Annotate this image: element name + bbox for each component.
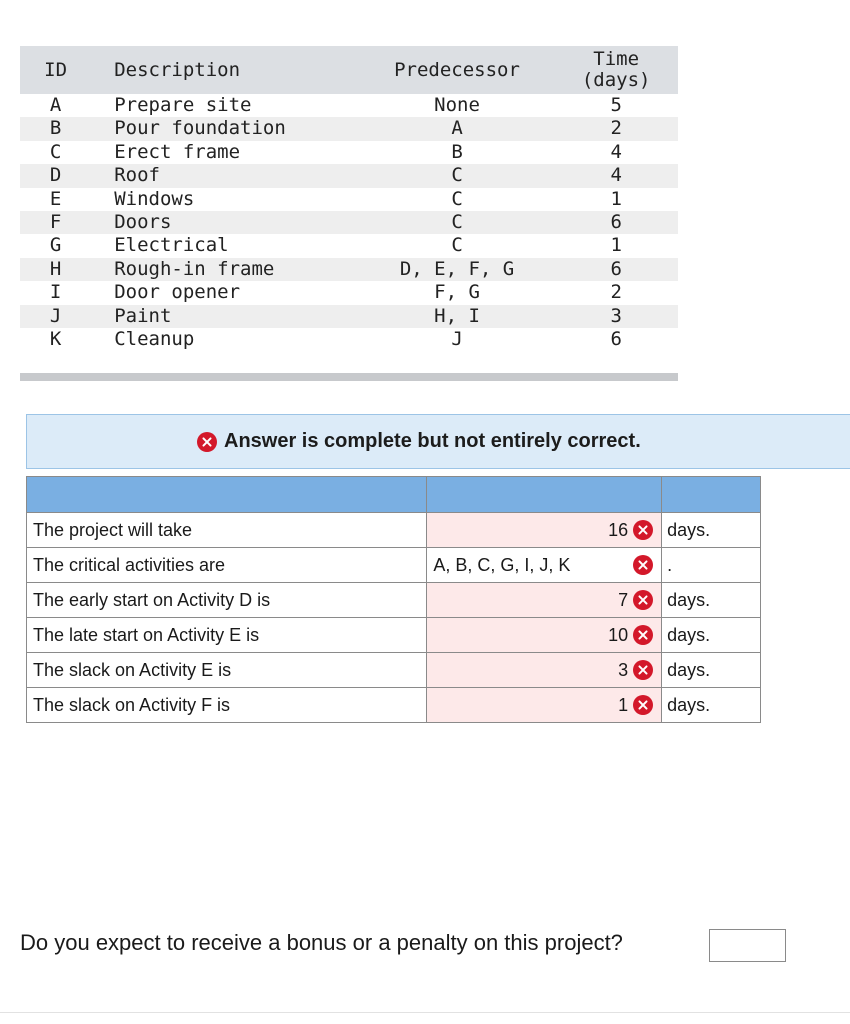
answer-value[interactable]: 16: [608, 519, 629, 540]
result-banner-content: [197, 430, 641, 453]
x-circle-icon: [197, 432, 217, 452]
answer-unit: days.: [662, 618, 761, 653]
answer-unit: days.: [662, 688, 761, 723]
header-time-line2: (days): [581, 69, 651, 91]
answer-unit: days.: [662, 513, 761, 548]
bottom-divider: [0, 1012, 850, 1013]
table-row: [20, 281, 678, 304]
activity-table-header: [20, 46, 678, 94]
table-footer-spacer: [20, 351, 678, 373]
activity-id: K: [49, 328, 62, 351]
activity-time: 3: [554, 305, 678, 328]
activity-description: Doors: [91, 211, 360, 234]
table-row: [20, 141, 678, 164]
incorrect-icon: [633, 695, 653, 715]
activity-description: Prepare site: [114, 94, 252, 116]
answer-question: The late start on Activity E is: [27, 618, 427, 653]
result-banner-text: Answer is complete but not entirely correct.: [224, 430, 641, 452]
activity-predecessor: C: [451, 187, 463, 210]
answer-value[interactable]: 3: [618, 659, 629, 680]
table-row: [20, 94, 678, 117]
table-row: [20, 164, 678, 187]
table-row: [20, 305, 678, 328]
answer-unit: .: [662, 548, 761, 583]
activity-description: Electrical: [114, 234, 229, 257]
activity-predecessor: A: [360, 117, 555, 140]
answer-input-cell[interactable]: [427, 618, 662, 653]
activity-description: Cleanup: [114, 328, 195, 351]
activity-description: Rough-in frame: [91, 258, 360, 281]
table-row: [20, 328, 678, 351]
result-banner: [26, 414, 850, 469]
table-row: [20, 234, 678, 257]
activity-table: [20, 46, 678, 381]
activity-time: 4: [554, 164, 678, 187]
answer-row: [27, 513, 761, 548]
activity-time: 5: [610, 94, 622, 116]
activity-time: 4: [610, 140, 622, 163]
answer-header-question: [27, 477, 427, 513]
answer-row: [27, 583, 761, 618]
header-time: [554, 46, 678, 94]
answer-value[interactable]: 10: [608, 624, 629, 645]
answer-unit: days.: [662, 583, 761, 618]
activity-predecessor: F, G: [434, 281, 480, 304]
answer-table-header: [27, 477, 761, 513]
activity-id: A: [49, 94, 62, 116]
activity-predecessor: D, E, F, G: [360, 258, 555, 281]
activity-id: C: [49, 140, 62, 163]
activity-time: 2: [554, 117, 678, 140]
answer-header-answer: [427, 477, 662, 513]
header-predecessor: Predecessor: [360, 46, 555, 94]
header-description: Description: [91, 46, 360, 94]
activity-time: 6: [554, 211, 678, 234]
answer-input-cell[interactable]: [427, 688, 662, 723]
activity-description: Door opener: [114, 281, 241, 304]
answer-unit: days.: [662, 653, 761, 688]
activity-description: Paint: [91, 305, 360, 328]
activity-time: 2: [610, 281, 622, 304]
answer-value[interactable]: 7: [618, 589, 629, 610]
activity-description: Roof: [91, 164, 360, 187]
activity-time: 1: [610, 234, 622, 257]
answer-question: The slack on Activity F is: [27, 688, 427, 723]
answer-table: [26, 476, 761, 723]
table-row: [20, 117, 678, 140]
activity-predecessor: C: [451, 234, 463, 257]
activity-id: G: [49, 234, 62, 257]
answer-question: The critical activities are: [27, 548, 427, 583]
incorrect-icon: [633, 625, 653, 645]
activity-description: Erect frame: [114, 140, 241, 163]
activity-id: E: [49, 187, 62, 210]
header-time-line1: Time: [593, 48, 640, 70]
incorrect-icon: [633, 555, 653, 575]
activity-description: Windows: [114, 187, 195, 210]
bonus-penalty-question: Do you expect to receive a bonus or a penalty on this project?: [20, 930, 623, 955]
answer-row: [27, 618, 761, 653]
activity-predecessor: None: [434, 94, 480, 116]
answer-value[interactable]: 1: [618, 694, 629, 715]
activity-id: B: [20, 117, 91, 140]
answer-question: The early start on Activity D is: [27, 583, 427, 618]
activity-id: H: [20, 258, 91, 281]
activity-id: F: [20, 211, 91, 234]
answer-header-unit: [662, 477, 761, 513]
activity-id: D: [20, 164, 91, 187]
activity-predecessor: H, I: [360, 305, 555, 328]
table-row: [20, 258, 678, 281]
header-id: ID: [20, 46, 91, 94]
activity-description: Pour foundation: [91, 117, 360, 140]
table-row: [20, 188, 678, 211]
incorrect-icon: [633, 660, 653, 680]
answer-row: [27, 688, 761, 723]
table-footer-bar: [20, 373, 678, 381]
bonus-penalty-input[interactable]: [709, 929, 786, 962]
answer-input-cell[interactable]: [427, 583, 662, 618]
activity-predecessor: C: [360, 211, 555, 234]
answer-row: [27, 653, 761, 688]
activity-predecessor: B: [451, 140, 463, 163]
activity-id: J: [20, 305, 91, 328]
answer-input-cell[interactable]: [427, 513, 662, 548]
activity-id: I: [49, 281, 62, 304]
activity-time: 1: [610, 187, 622, 210]
answer-row: [27, 548, 761, 583]
activity-predecessor: C: [360, 164, 555, 187]
answer-question: The slack on Activity E is: [27, 653, 427, 688]
incorrect-icon: [633, 590, 653, 610]
answer-value[interactable]: A, B, C, G, I, J, K: [433, 554, 571, 575]
table-row: [20, 211, 678, 234]
activity-predecessor: J: [451, 328, 463, 351]
answer-input-cell[interactable]: [427, 653, 662, 688]
incorrect-icon: [633, 520, 653, 540]
activity-time: 6: [610, 328, 622, 351]
answer-question: The project will take: [27, 513, 427, 548]
answer-input-cell[interactable]: [427, 548, 662, 583]
activity-time: 6: [554, 258, 678, 281]
